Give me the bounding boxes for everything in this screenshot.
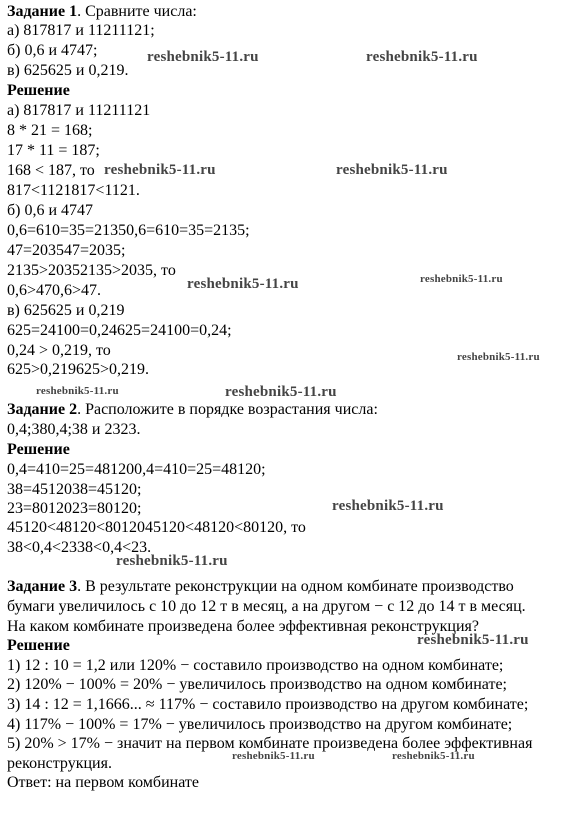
answer-line: Ответ: на первом комбинате xyxy=(7,774,199,791)
task2-heading: Задание 2. Расположите в порядке возрастания числа: xyxy=(7,401,378,418)
watermark: reshebnik5-11.ru xyxy=(116,553,228,569)
task3-heading: Задание 3. В результате реконструкции на одном комбинате производство xyxy=(7,578,514,595)
text-line: На каком комбинате произведена более эффективная реконструкция? xyxy=(7,618,479,635)
solution-heading: Решение xyxy=(7,637,70,654)
text-line: 45120<48120<8012045120<48120<80120, то xyxy=(7,519,306,536)
text-line: 23=8012023=80120; xyxy=(7,500,142,517)
solution-heading: Решение xyxy=(7,82,70,99)
watermark: reshebnik5-11.ru xyxy=(187,276,299,292)
text-line: б) 0,6 и 4747 xyxy=(7,202,94,219)
text-line: 47=203547=2035; xyxy=(7,242,126,259)
text-line: бумаги увеличилось с 10 до 12 т в месяц, а на другом − с 12 до 14 т в месяц. xyxy=(7,598,526,615)
text-line: реконструкция. xyxy=(7,755,112,772)
text-line: в) 625625 и 0,219. xyxy=(7,62,129,79)
text-line: 0,24 > 0,219, то xyxy=(7,342,111,359)
text-line: 38<0,4<2338<0,4<23. xyxy=(7,539,152,556)
text-line: 8 * 21 = 168; xyxy=(7,122,93,139)
watermark: reshebnik5-11.ru xyxy=(225,384,337,400)
task1-heading: Задание 1. Сравните числа: xyxy=(7,3,197,20)
text-line: 0,6=610=35=21350,6=610=35=2135; xyxy=(7,222,250,239)
text-line: б) 0,6 и 4747; xyxy=(7,42,98,59)
text-line: 3) 14 : 12 = 1,1666... ≈ 117% − составило производство на другом комбинате; xyxy=(7,696,529,713)
text-line: в) 625625 и 0,219 xyxy=(7,302,125,319)
text-line: 625>0,219625>0,219. xyxy=(7,361,150,378)
text-line: 0,6>470,6>47. xyxy=(7,282,102,299)
watermark: reshebnik5-11.ru xyxy=(392,750,475,762)
watermark: reshebnik5-11.ru xyxy=(420,273,503,285)
text-line: 5) 20% > 17% − значит на первом комбинате произведена более эффективная xyxy=(7,735,533,752)
text-line: 38=4512038=45120; xyxy=(7,481,142,498)
text-line: 2135>20352135>2035, то xyxy=(7,262,176,279)
watermark: reshebnik5-11.ru xyxy=(457,351,540,363)
text-line: а) 817817 и 11211121; xyxy=(7,22,155,39)
text-line: 817<1121817<1121. xyxy=(7,182,140,199)
text-line: 625=24100=0,24625=24100=0,24; xyxy=(7,322,232,339)
watermark: reshebnik5-11.ru xyxy=(36,385,119,397)
text-line: 0,4=410=25=481200,4=410=25=48120; xyxy=(7,461,266,478)
text-line: 17 * 11 = 187; xyxy=(7,142,100,159)
text-line: 4) 117% − 100% = 17% − увеличилось производство на другом комбинате; xyxy=(7,716,513,733)
watermark: reshebnik5-11.ru xyxy=(104,162,216,178)
text-line: 0,4;380,4;38 и 2323. xyxy=(7,421,141,438)
text-line: 168 < 187, то xyxy=(7,162,95,179)
watermark: reshebnik5-11.ru xyxy=(336,162,448,178)
watermark: reshebnik5-11.ru xyxy=(147,49,259,65)
text-line: 1) 12 : 10 = 1,2 или 120% − составило производство на одном комбинате; xyxy=(7,657,504,674)
watermark: reshebnik5-11.ru xyxy=(417,632,529,648)
solution-heading: Решение xyxy=(7,441,70,458)
watermark: reshebnik5-11.ru xyxy=(332,498,444,514)
watermark: reshebnik5-11.ru xyxy=(232,750,315,762)
watermark: reshebnik5-11.ru xyxy=(366,49,478,65)
text-line: 2) 120% − 100% = 20% − увеличилось производство на одном комбинате; xyxy=(7,676,507,693)
text-line: а) 817817 и 11211121 xyxy=(7,102,151,119)
